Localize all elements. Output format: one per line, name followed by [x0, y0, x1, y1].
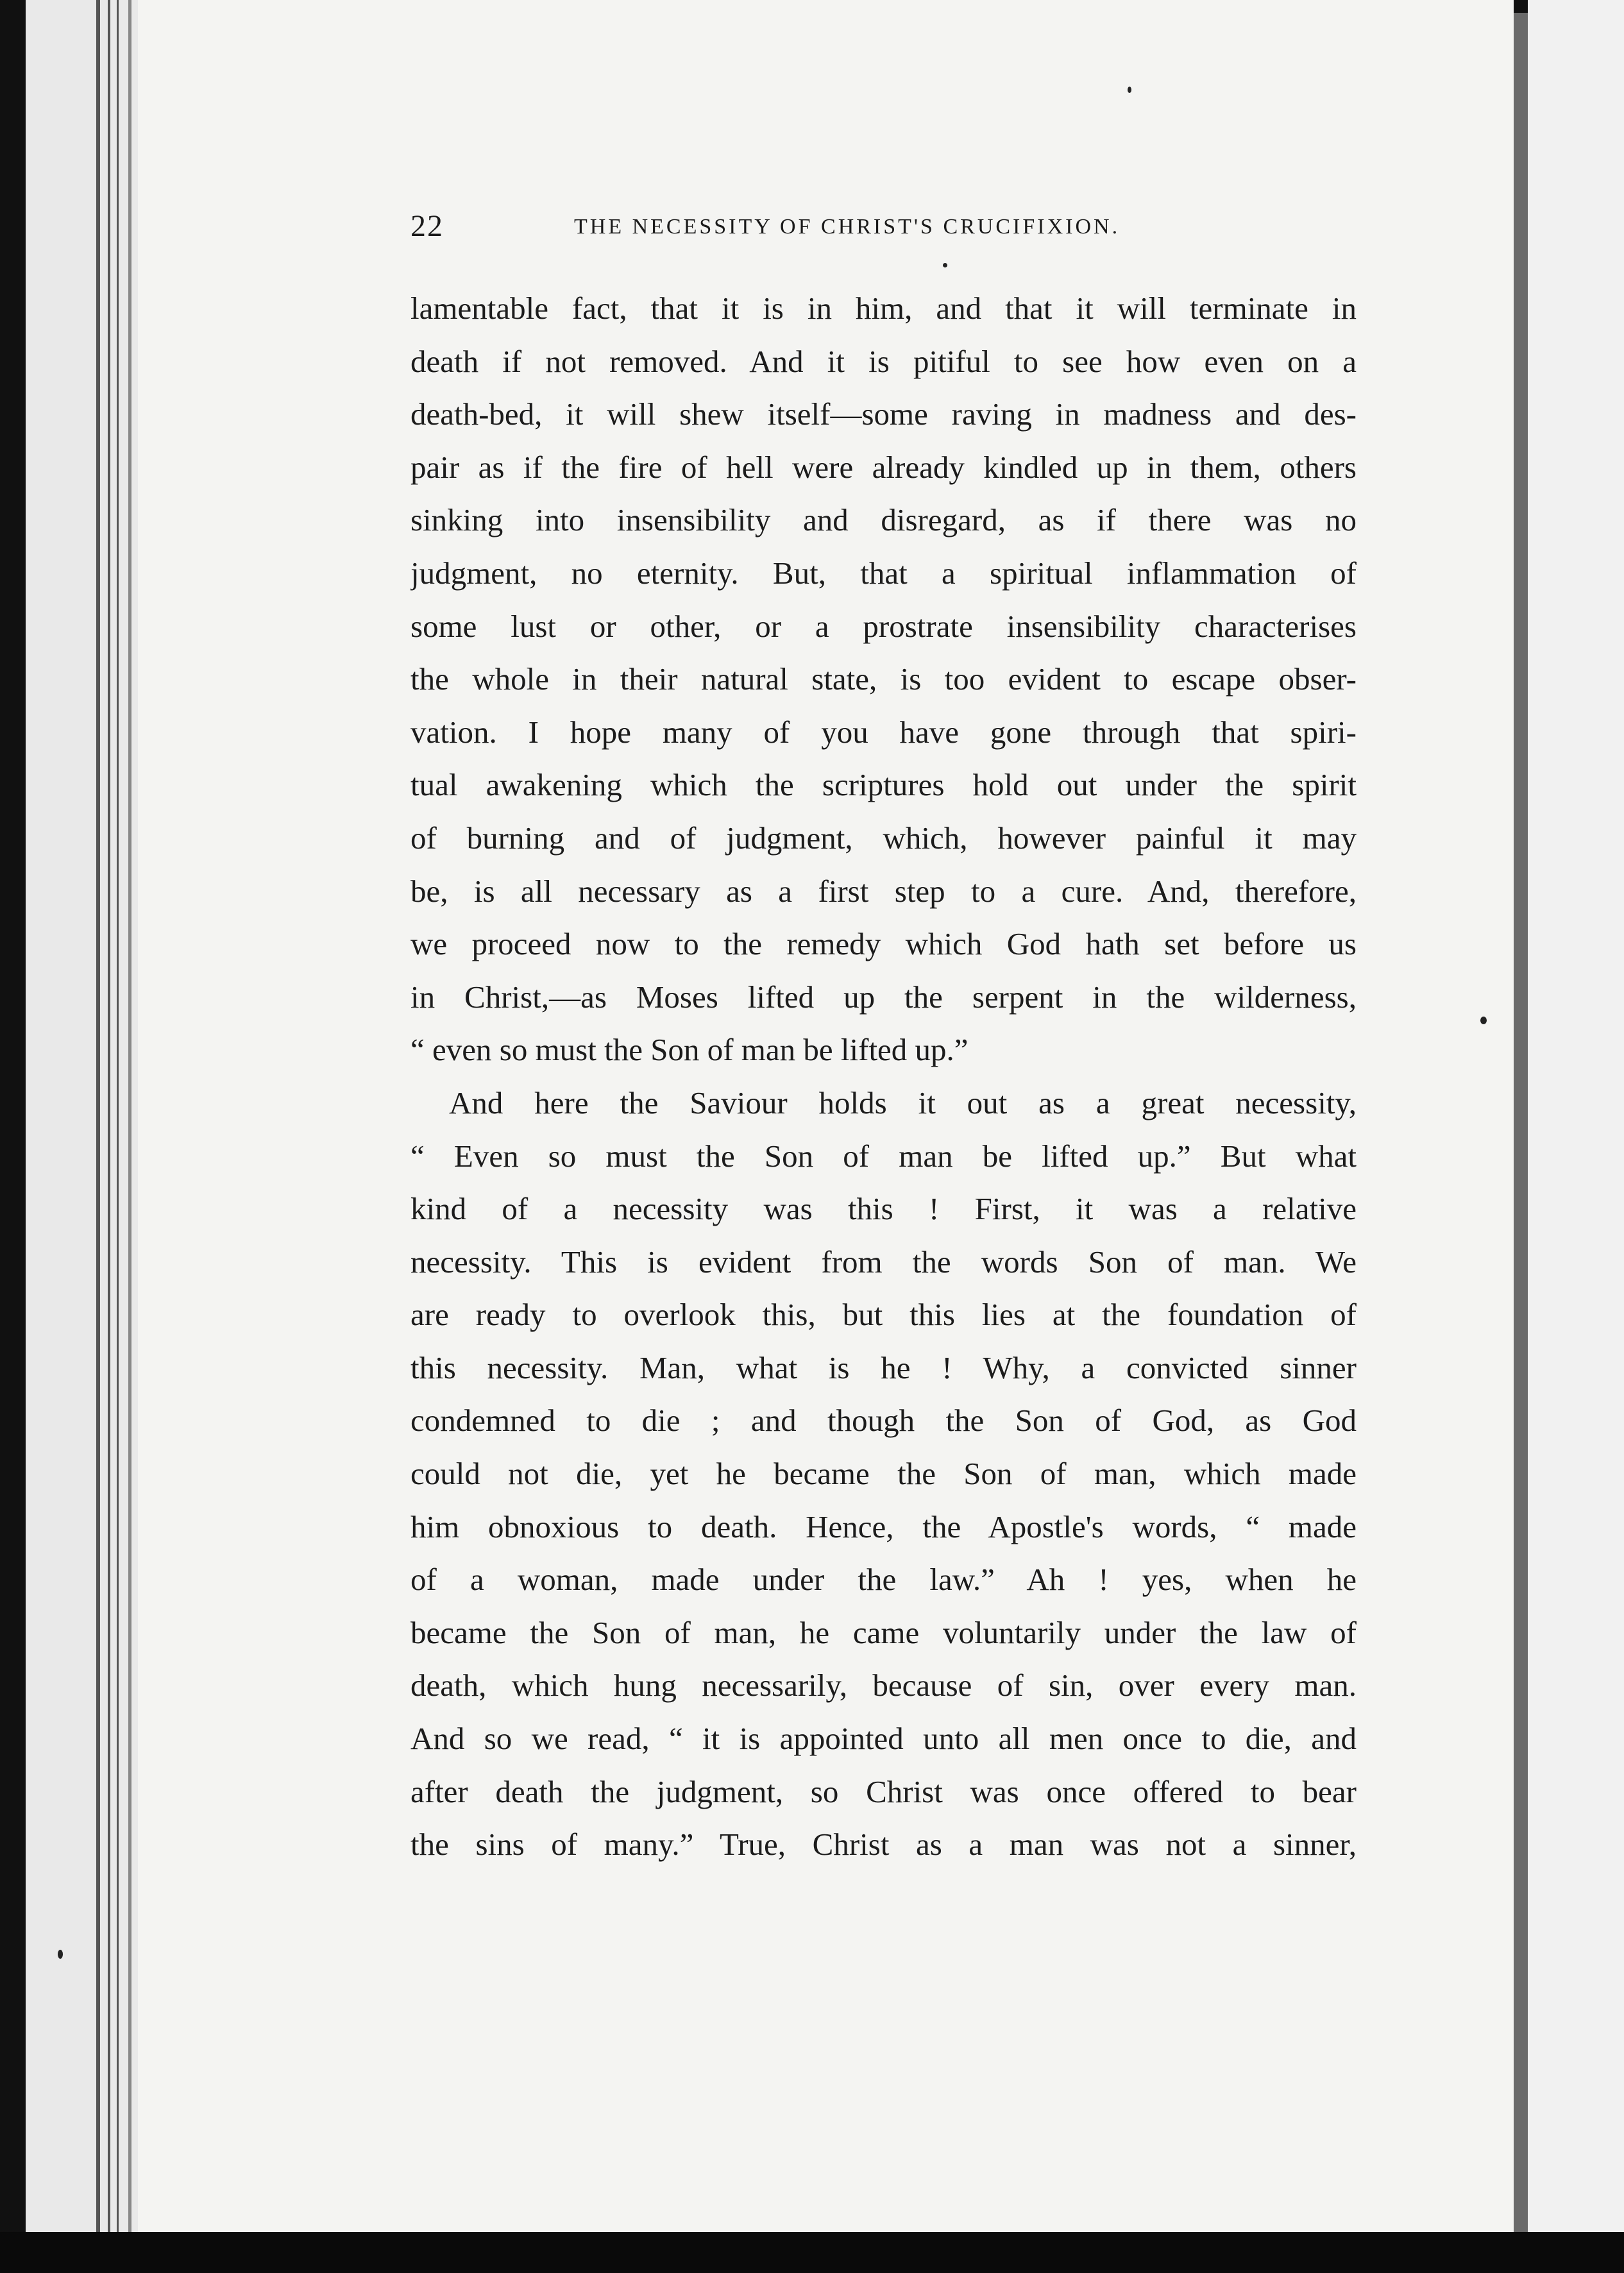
text-line: the sins of many.” True, Christ as a man was not a sinner,: [410, 1827, 1357, 1863]
text-line: death, which hung necessarily, because of sin, over every man.: [410, 1668, 1357, 1703]
text-line: death-bed, it will shew itself—some raving in madness and des-: [410, 396, 1357, 432]
ink-speck: [58, 1950, 63, 1959]
text-line: be, is all necessary as a first step to a cure. And, therefore,: [410, 873, 1357, 909]
paragraph: [410, 282, 1357, 1077]
text-line: are ready to overlook this, but this lies at the foundation of: [410, 1297, 1357, 1333]
text-line: this necessity. Man, what is he ! Why, a convicted sinner: [410, 1349, 1357, 1385]
facing-page-edge: [1528, 0, 1624, 2245]
text-line: of burning and of judgment, which, however painful it may: [410, 820, 1357, 856]
text-line: could not die, yet he became the Son of man, which made: [410, 1456, 1357, 1492]
running-title: THE NECESSITY OF CHRIST'S CRUCIFIXION.: [574, 215, 1121, 239]
paragraph: [410, 1077, 1357, 1872]
ink-speck: [943, 263, 947, 267]
text-line: some lust or other, or a prostrate insensibility characterises: [410, 608, 1357, 644]
text-line: necessity. This is evident from the words Son of man. We: [410, 1244, 1357, 1280]
page-number: 22: [410, 209, 444, 243]
gutter-line: [108, 0, 110, 2245]
text-line: lamentable fact, that it is in him, and that it will terminate in: [410, 291, 1357, 326]
page-header: [410, 208, 1347, 247]
text-line: sinking into insensibility and disregard, as if there was no: [410, 502, 1357, 538]
text-line: kind of a necessity was this ! First, it was a relative: [410, 1191, 1357, 1227]
text-line: vation. I hope many of you have gone through that spiri-: [410, 714, 1357, 750]
body-text: [410, 282, 1357, 1872]
text-line: pair as if the fire of hell were already kindled up in them, others: [410, 449, 1357, 485]
text-line: we proceed now to the remedy which God hath set before us: [410, 926, 1357, 962]
text-line: him obnoxious to death. Hence, the Apostle's words, “ made: [410, 1508, 1357, 1544]
text-line: “ Even so must the Son of man be lifted up.” But what: [410, 1138, 1357, 1174]
text-line: “ even so must the Son of man be lifted up.”: [410, 1032, 968, 1068]
text-line: death if not removed. And it is pitiful to see how even on a: [410, 343, 1357, 379]
text-line: And so we read, “ it is appointed unto all men once to die, and: [410, 1721, 1357, 1757]
gutter-line: [128, 0, 131, 2245]
text-line: the whole in their natural state, is too evident to escape obser-: [410, 661, 1357, 697]
ink-speck: [1480, 1017, 1487, 1024]
text-line: in Christ,—as Moses lifted up the serpent in the wilderness,: [410, 979, 1357, 1015]
ink-speck: [1128, 87, 1131, 93]
gutter-line: [117, 0, 119, 2245]
text-line: of a woman, made under the law.” Ah ! yes, when he: [410, 1562, 1357, 1598]
gutter-line: [96, 0, 100, 2245]
scan-bottom-border: [0, 2232, 1624, 2273]
text-line: tual awakening which the scriptures hold out under the spirit: [410, 767, 1357, 803]
text-line: And here the Saviour holds it out as a great necessity,: [449, 1085, 1357, 1120]
text-line: judgment, no eternity. But, that a spiritual inflammation of: [410, 555, 1357, 591]
book-binding-gutter: [26, 0, 141, 2245]
page-edge-shadow: [1514, 13, 1528, 2238]
text-line: condemned to die ; and though the Son of God, as God: [410, 1403, 1357, 1439]
text-line: after death the judgment, so Christ was once offered to bear: [410, 1773, 1357, 1809]
text-line: became the Son of man, he came voluntarily under the law of: [410, 1614, 1357, 1650]
